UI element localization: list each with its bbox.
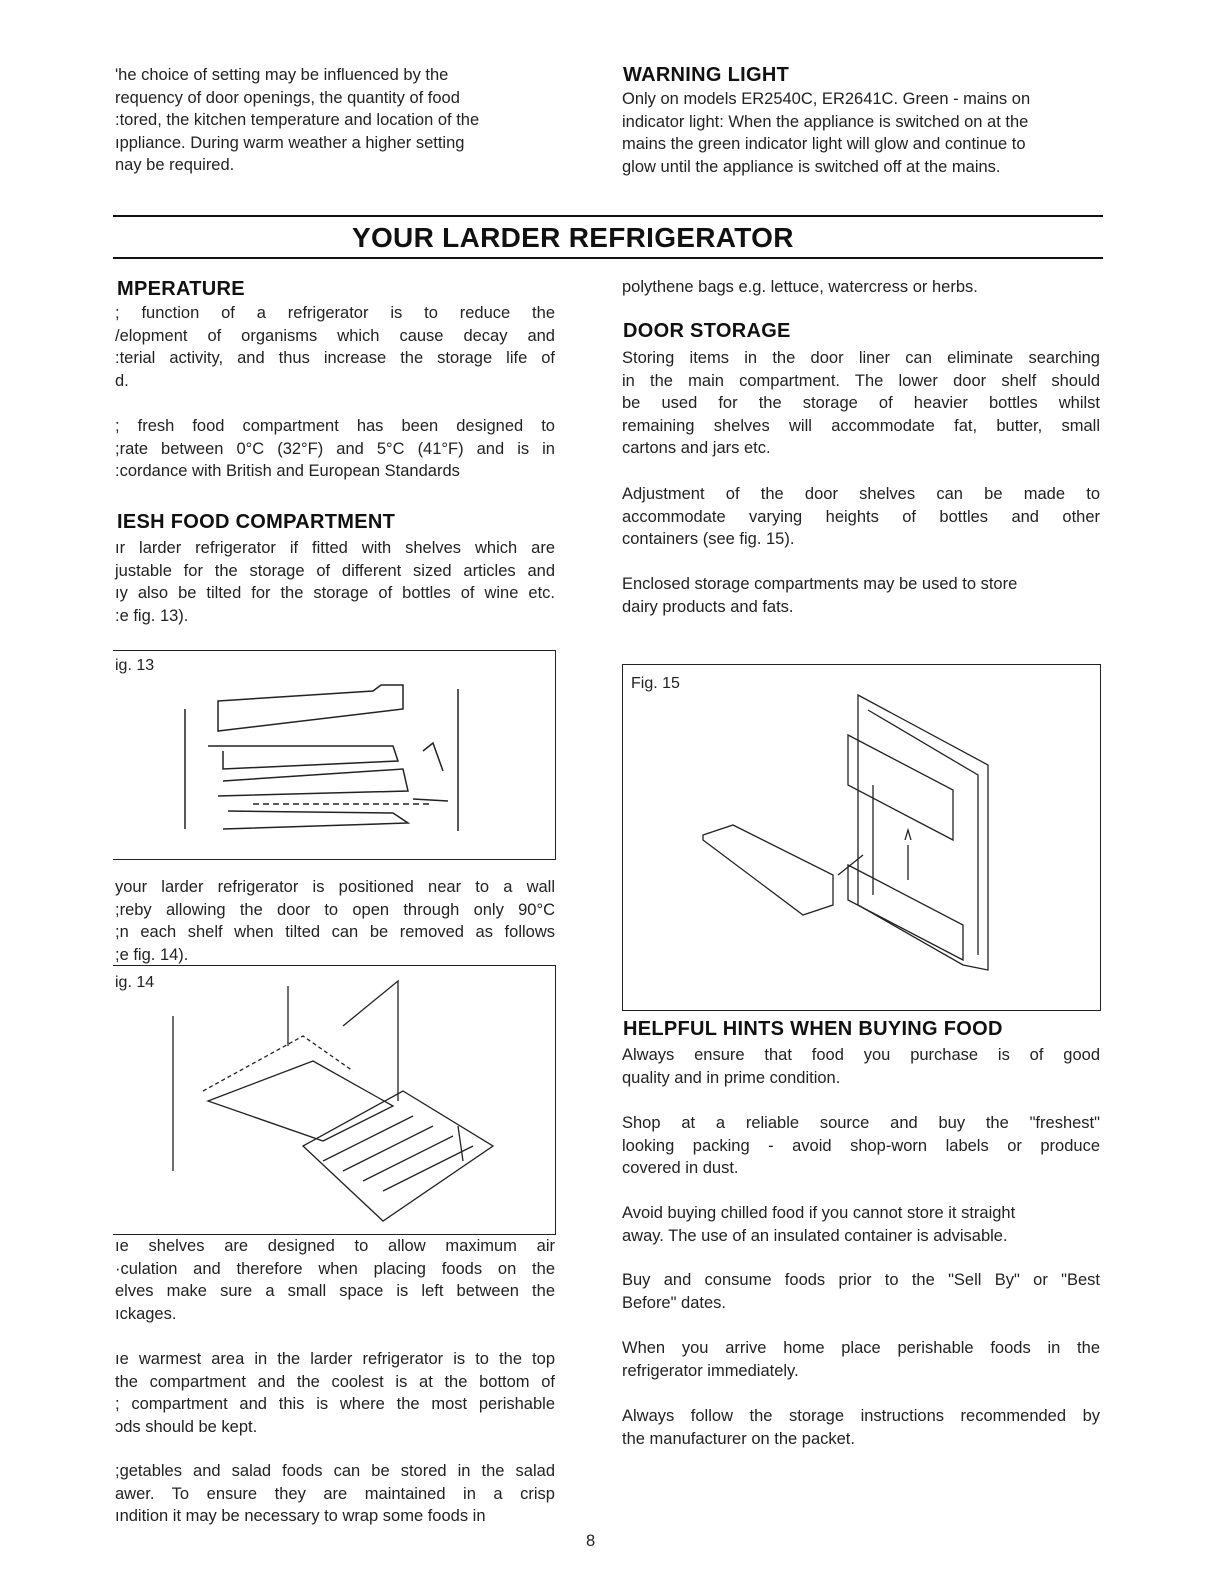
hint-5 (622, 1337, 1100, 1382)
vegetables-paragraph (115, 1460, 555, 1528)
text-line: justable for the storage of different sized articles and (115, 561, 555, 580)
page-title: YOUR LARDER REFRIGERATOR (352, 222, 794, 253)
text-line: ındition it may be necessary to wrap some foods in (115, 1507, 486, 1525)
text-line: Buy and consume foods prior to the "Sell By" or "Best (622, 1271, 1100, 1289)
title-rule-bottom (113, 257, 1103, 259)
text-line: your larder refrigerator is positioned near to a wall (115, 878, 555, 896)
text-line: quality and in prime condition. (622, 1068, 841, 1087)
polythene-text: polythene bags e.g. lettuce, watercress or herbs. (622, 278, 978, 296)
text-line: elves make sure a small space is left between the (115, 1282, 555, 1300)
text-line: awer. To ensure they are maintained in a crisp (115, 1484, 555, 1503)
text-line: Shop at a reliable source and buy the "freshest" (622, 1114, 1100, 1132)
text-line: the manufacturer on the packet. (622, 1429, 855, 1448)
text-line: looking packing - avoid shop-worn labels or produce (622, 1136, 1100, 1155)
text-line: nay be required. (115, 156, 235, 174)
text-line: Storing items in the door liner can eliminate searching (622, 349, 1100, 367)
text-line: When you arrive home place perishable foods in the (622, 1339, 1100, 1357)
text-line: mains the green indicator light will glow and continue to (622, 135, 1026, 153)
text-line: in the main compartment. The lower door shelf should (622, 371, 1100, 390)
text-line: away. The use of an insulated container is advisable. (622, 1226, 1008, 1245)
text-line: d. (115, 371, 129, 390)
text-line: ;getables and salad foods can be stored in the salad (115, 1462, 555, 1480)
text-line: ıckages. (115, 1304, 177, 1323)
text-line: ır larder refrigerator if fitted with shelves which are (115, 539, 555, 557)
title-rule-top (113, 215, 1103, 217)
temperature-p1 (115, 302, 555, 392)
text-line: ɔds should be kept. (115, 1417, 258, 1436)
text-line: cartons and jars etc. (622, 439, 771, 457)
hint-1 (622, 1044, 1100, 1089)
door-storage-heading: DOOR STORAGE (623, 320, 791, 342)
door-storage-p3 (622, 573, 1100, 618)
figure-14-label: ig. 14 (115, 974, 155, 991)
figure-14 (113, 965, 556, 1235)
hint-6 (622, 1405, 1100, 1450)
text-line: be used for the storage of heavier bottles whilst (622, 394, 1100, 412)
text-line: ; function of a refrigerator is to reduce the (115, 304, 555, 322)
hint-4 (622, 1269, 1100, 1314)
text-line: Always ensure that food you purchase is of good (622, 1046, 1100, 1064)
text-line: Only on models ER2540C, ER2641C. Green - mains on (622, 90, 1031, 108)
text-line: covered in dust. (622, 1159, 739, 1177)
shelf-bottle-illustration (113, 651, 555, 859)
text-line: containers (see fig. 15). (622, 530, 795, 548)
text-line: /elopment of organisms which cause decay and (115, 326, 555, 345)
text-line: ıy also be tilted for the storage of bottles of wine etc. (115, 584, 555, 602)
text-line: Always follow the storage instructions recommended by (622, 1407, 1100, 1425)
helpful-hints-heading: HELPFUL HINTS WHEN BUYING FOOD (623, 1018, 1003, 1040)
text-line: Enclosed storage compartments may be used to store (622, 575, 1018, 593)
text-line: ; compartment and this is where the most perishable (115, 1395, 555, 1413)
text-line: refrigerator immediately. (622, 1361, 799, 1380)
temperature-p2 (115, 415, 555, 483)
text-line: ; fresh food compartment has been designed to (115, 417, 555, 435)
text-line: ·culation and therefore when placing foods on the (115, 1259, 555, 1278)
warmest-paragraph (115, 1348, 555, 1438)
figure-15-label: Fig. 15 (631, 675, 680, 692)
door-storage-p1 (622, 347, 1100, 460)
text-line: ;rate between 0°C (32°F) and 5°C (41°F) and is in (115, 439, 555, 458)
text-line: ıppliance. During warm weather a higher setting (115, 133, 465, 152)
hint-2 (622, 1112, 1100, 1180)
text-line: ıe warmest area in the larder refrigerator is to the top (115, 1350, 555, 1368)
hint-3 (622, 1202, 1100, 1247)
door-shelf-illustration (623, 665, 1100, 1010)
figure-13 (113, 650, 556, 860)
fresh-food-text (115, 537, 555, 627)
text-line: glow until the appliance is switched off at the mains. (622, 157, 1001, 176)
shelves-paragraph (115, 1235, 555, 1325)
text-line: :tored, the kitchen temperature and location of the (115, 111, 480, 129)
setting-paragraph (115, 64, 555, 177)
text-line: :terial activity, and thus increase the storage life of (115, 349, 555, 367)
text-line: :cordance with British and European Standards (115, 462, 460, 480)
text-line: Before" dates. (622, 1293, 727, 1312)
fresh-food-heading: IESH FOOD COMPARTMENT (117, 511, 396, 533)
figure-15 (622, 664, 1101, 1011)
text-line: indicator light: When the appliance is switched on at the (622, 112, 1029, 131)
temperature-heading: MPERATURE (117, 278, 245, 300)
text-line: 'he choice of setting may be influenced by the (115, 66, 449, 84)
shelf-removal-illustration (113, 966, 555, 1234)
text-line: :e fig. 13). (115, 606, 189, 625)
text-line: ;reby allowing the door to open through only 90°C (115, 900, 555, 919)
figure-13-label: ig. 13 (115, 657, 155, 674)
text-line: the compartment and the coolest is at the bottom of (115, 1372, 555, 1391)
wall-paragraph (115, 876, 555, 966)
text-line: Adjustment of the door shelves can be made to (622, 485, 1100, 503)
text-line: requency of door openings, the quantity of food (115, 88, 460, 107)
text-line: dairy products and fats. (622, 597, 794, 616)
text-line: remaining shelves will accommodate fat, butter, small (622, 416, 1100, 435)
text-line: Avoid buying chilled food if you cannot store it straight (622, 1204, 1016, 1222)
text-line: ıe shelves are designed to allow maximum air (115, 1237, 555, 1255)
page-number: 8 (586, 1532, 596, 1550)
text-line: accommodate varying heights of bottles and other (622, 507, 1100, 526)
text-line: ;n each shelf when tilted can be removed as follows (115, 923, 555, 941)
warning-light-heading: WARNING LIGHT (623, 64, 790, 86)
door-storage-p2 (622, 483, 1100, 551)
warning-light-text (622, 88, 1100, 178)
text-line: ;e fig. 14). (115, 945, 189, 964)
